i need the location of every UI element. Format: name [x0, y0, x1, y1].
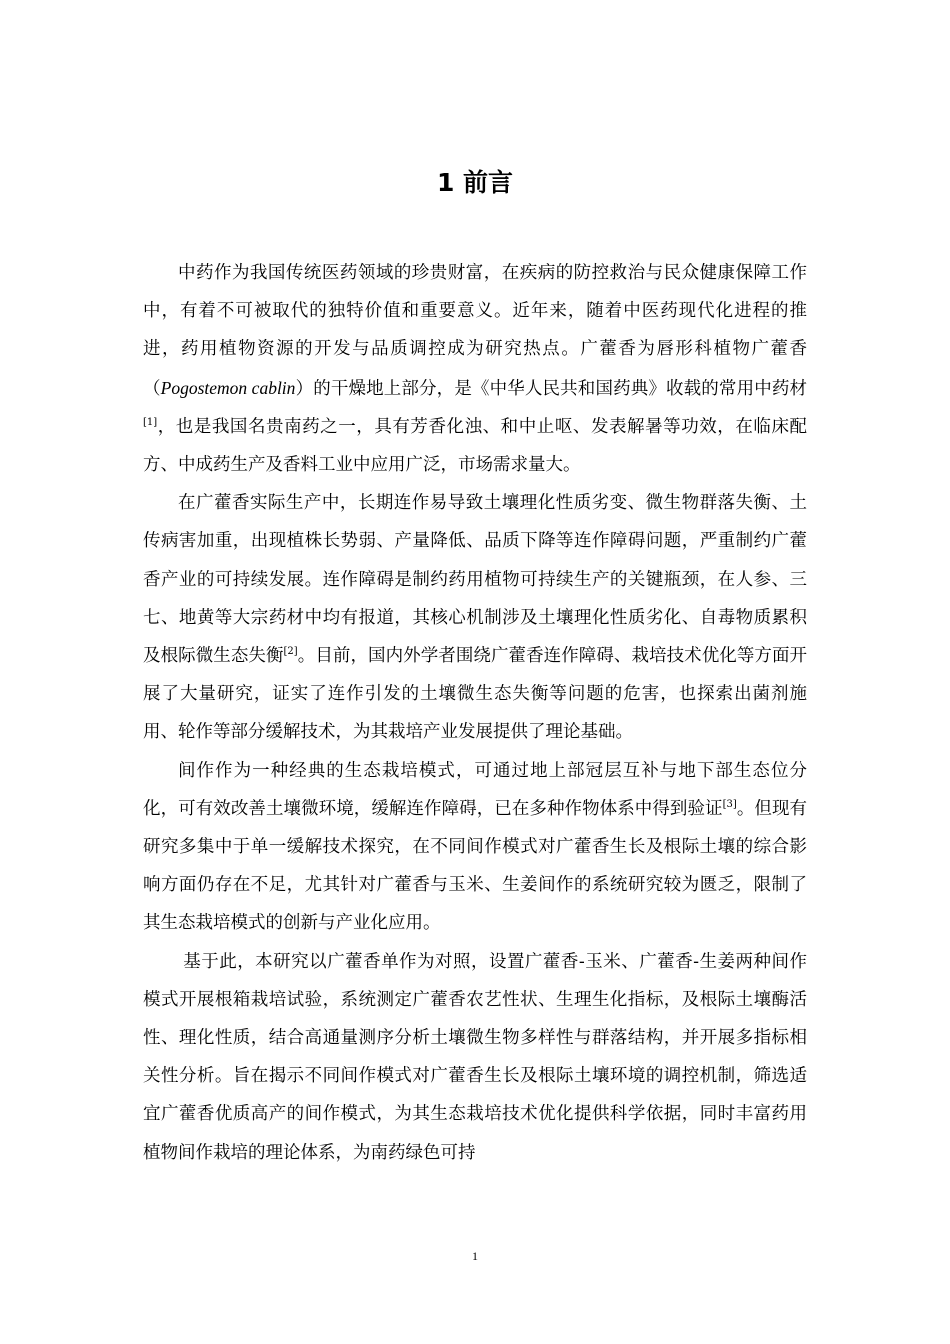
- paragraph-4: 基于此，本研究以广藿香单作为对照，设置广藿香-玉米、广藿香-生姜两种间作模式开展根箱栽培试验，系统测定广藿香农艺性状、生理生化指标，及根际土壤酶活性、理化性质，结合高通量测序分析土壤微生物多样性与群落结构，并开展多指标相关性分析。旨在揭示不同间作模式对广藿香生长及根际土壤环境的调控机制，筛选适宜广藿香优质高产的间作模式，为其生态栽培技术优化提供科学依据，同时丰富药用植物间作栽培的理论体系，为南药绿色可持: [143, 951, 807, 1163]
- citation-2: [2]: [283, 646, 298, 658]
- paragraph-3-text-before: 间作作为一种经典的生态栽培模式，可通过地上部冠层互补与地下部生态位分化，可有效改善土壤微环境，缓解连作障碍，已在多种作物体系中得到验证: [143, 760, 807, 819]
- paragraph-2-text-before: 在广藿香实际生产中，长期连作易导致土壤理化性质劣变、微生物群落失衡、土传病害加重，出现植株长势弱、产量降低、品质下降等连作障碍问题，严重制约广藿香产业的可持续发展。连作障碍是制约药用植物可持续生产的关键瓶颈，在人参、三七、地黄等大宗药材中均有报道，其核心机制涉及土壤理化性质劣化、自毒物质累积及根际微生态失衡: [143, 493, 807, 667]
- paragraph-3: [143, 752, 807, 943]
- citation-3: [3]: [722, 799, 737, 811]
- paragraph-3-text-after: 。但现有研究多集中于单一缓解技术探究，在不同间作模式对广藿香生长及根际土壤的综合影响方面仍存在不足，尤其针对广藿香与玉米、生姜间作的系统研究较为匮乏，限制了其生态栽培模式的创新与产业化应用。: [143, 798, 808, 934]
- body-text: [143, 254, 807, 1172]
- paragraph-1-text-after: ，也是我国名贵南药之一，具有芳香化浊、和中止呕、发表解暑等功效，在临床配方、中成药生产及香料工业中应用广泛，市场需求量大。: [143, 416, 807, 476]
- species-latin-name: Pogostemon cablin: [160, 377, 296, 398]
- citation-1: [1]: [143, 416, 158, 428]
- paragraph-1: [143, 254, 807, 484]
- page-number: 1: [472, 1249, 478, 1263]
- paragraph-1-text-mid: ）的干燥地上部分，是《中华人民共和国药典》收载的常用中药材: [295, 378, 807, 399]
- paragraph-2-text-after: 。目前，国内外学者围绕广藿香连作障碍、栽培技术优化等方面开展了大量研究，证实了连作引发的土壤微生态失衡等问题的危害，也探索出菌剂施用、轮作等部分缓解技术，为其栽培产业发展提供了理论基础。: [143, 646, 808, 743]
- paragraph-1-text-before: 中药作为我国传统医药领域的珍贵财富，在疾病的防控救治与民众健康保障工作中，有着不可被取代的独特价值和重要意义。近年来，随着中医药现代化进程的推进，药用植物资源的开发与品质调控成为研究热点。广藿香为唇形科植物广藿香（: [143, 263, 807, 399]
- section-title: 1 前言: [436, 167, 514, 197]
- paragraph-2: [143, 484, 807, 751]
